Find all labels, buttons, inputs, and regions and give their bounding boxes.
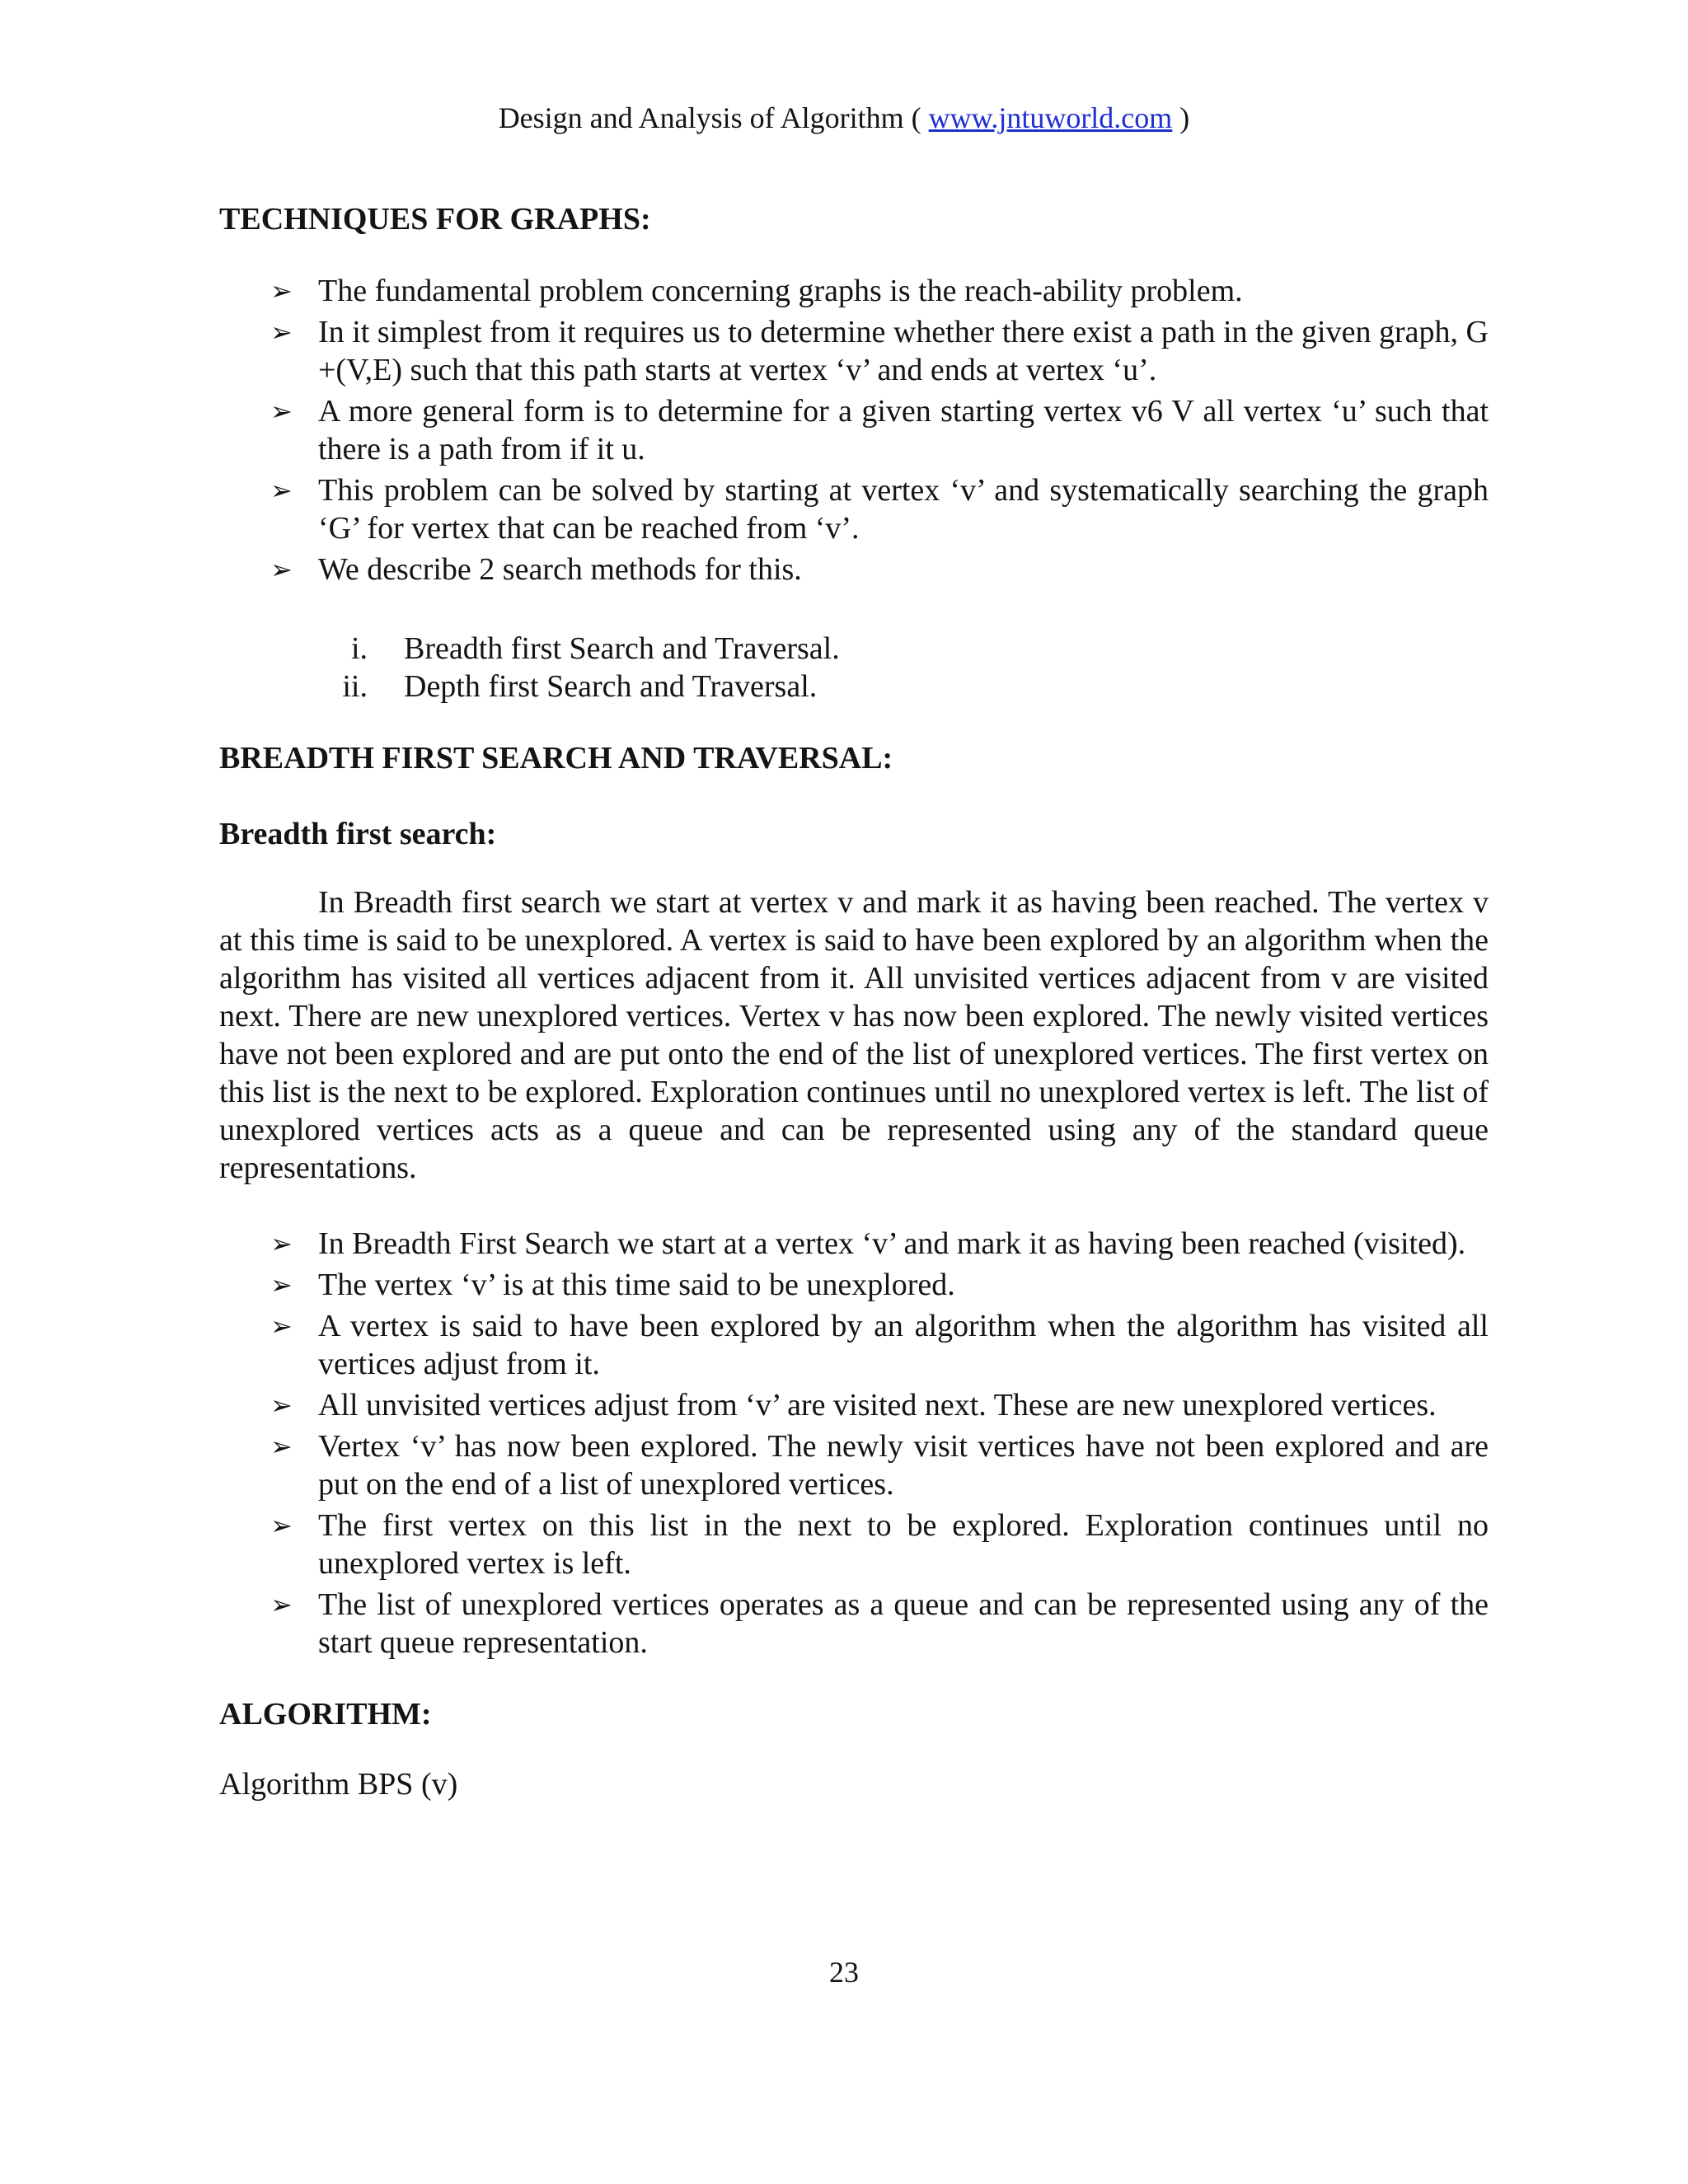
- arrow-bullet-icon: ➢: [270, 316, 293, 348]
- list-item: ➢ This problem can be solved by starting at vertex ‘v’ and systematically searching the graph ‘G’ for vertex that can be reached from ‘v’.: [270, 473, 1489, 546]
- arrow-bullet-icon: ➢: [270, 1390, 293, 1421]
- bfs-bullet-list: [219, 1225, 1489, 1661]
- header-text: Design and Analysis of Algorithm (: [498, 101, 929, 134]
- list-item: ➢ A more general form is to determine for a given starting vertex v6 V all vertex ‘u’ such that there is a path from if it u.: [270, 394, 1489, 466]
- page-header: [0, 97, 1688, 138]
- subsection-title-bfs: Breadth first search:: [219, 817, 497, 851]
- list-item: ii. Depth first Search and Traversal.: [342, 669, 818, 704]
- list-item: ➢ A vertex is said to have been explored by an algorithm when the algorithm has visited all vertices adjust from it.: [270, 1309, 1489, 1381]
- arrow-bullet-icon: ➢: [270, 1269, 293, 1301]
- techniques-bullet-list: [219, 272, 1489, 588]
- arrow-bullet-icon: ➢: [270, 1310, 293, 1342]
- header-closing: ): [1172, 101, 1190, 134]
- section-title-bfs: BREADTH FIRST SEARCH AND TRAVERSAL:: [219, 741, 893, 776]
- algorithm-line: Algorithm BPS (v): [219, 1767, 458, 1802]
- arrow-bullet-icon: ➢: [270, 275, 293, 307]
- list-item: ➢ Vertex ‘v’ has now been explored. The newly visit vertices have not been explored and are put on the end of a list of unexplored vertices.: [270, 1429, 1489, 1502]
- list-item: ➢ The fundamental problem concerning graphs is the reach-ability problem.: [270, 274, 1243, 308]
- list-item: i. Breadth first Search and Traversal.: [350, 631, 840, 666]
- list-item: ➢ In it simplest from it requires us to determine whether there exist a path in the given graph, G +(V,E) such that this path starts at vertex ‘v’ and ends at vertex ‘u’.: [270, 315, 1489, 387]
- list-item: ➢ All unvisited vertices adjust from ‘v’ are visited next. These are new unexplored vertices.: [270, 1388, 1437, 1422]
- list-item: ➢ We describe 2 search methods for this.: [270, 552, 802, 587]
- list-item: ➢ The vertex ‘v’ is at this time said to be unexplored.: [270, 1268, 955, 1302]
- list-item: ➢ In Breadth First Search we start at a vertex ‘v’ and mark it as having been reached (visited).: [270, 1226, 1466, 1261]
- section-title-algorithm: ALGORITHM:: [219, 1697, 432, 1732]
- arrow-bullet-icon: ➢: [270, 554, 293, 585]
- page-content: [219, 194, 1489, 1803]
- arrow-bullet-icon: ➢: [270, 1589, 293, 1620]
- arrow-bullet-icon: ➢: [270, 396, 293, 427]
- search-methods-list: [219, 630, 1489, 705]
- list-item: ➢ The list of unexplored vertices operates as a queue and can be represented using any of the start queue representation.: [270, 1587, 1489, 1660]
- header-link[interactable]: www.jntuworld.com: [928, 101, 1173, 134]
- section-title-techniques: TECHNIQUES FOR GRAPHS:: [219, 202, 651, 237]
- bfs-paragraph: In Breadth first search we start at vertex v and mark it as having been reached. The vertex v at this time is said to be unexplored. A vertex is said to have been explored by an algorithm when the algorithm has visited all vertices adjacent from it. All unvisited vertices adjacent from v are visited next. There are new unexplored vertices. Vertex v has now been explored. The newly visited vertices have not been explored and are put onto the end of the list of unexplored vertices. The first vertex on this list is the next to be explored. Exploration continues until no unexplored vertex is left. The list of unexplored vertices acts as a queue and can be represented using any of the standard queue representations.: [219, 885, 1489, 1185]
- arrow-bullet-icon: ➢: [270, 1228, 293, 1259]
- arrow-bullet-icon: ➢: [270, 475, 293, 506]
- page-number: 23: [829, 1956, 859, 1989]
- arrow-bullet-icon: ➢: [270, 1510, 293, 1541]
- list-item: ➢ The first vertex on this list in the next to be explored. Exploration continues until no unexplored vertex is left.: [270, 1508, 1489, 1581]
- arrow-bullet-icon: ➢: [270, 1431, 293, 1462]
